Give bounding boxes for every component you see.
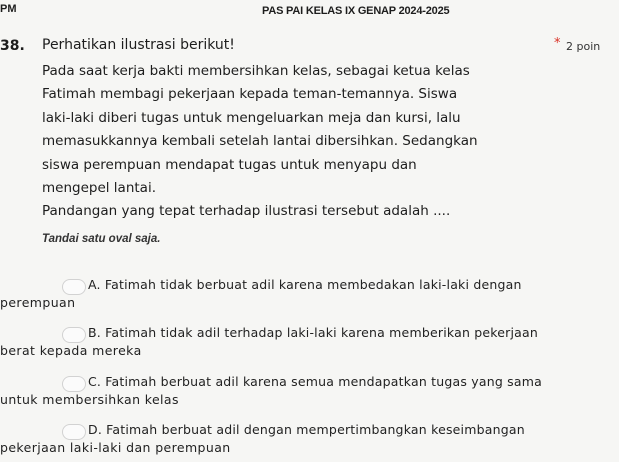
radio-oval-icon[interactable]: [62, 424, 86, 440]
radio-oval-icon[interactable]: [62, 279, 86, 295]
stem-line: mengepel lantai.: [42, 180, 156, 197]
document-title: PAS PAI KELAS IX GENAP 2024-2025: [262, 5, 450, 17]
option-b-label-line2: berat kepada mereka: [0, 343, 142, 358]
radio-oval-icon[interactable]: [62, 376, 86, 392]
option-c-label-line2: untuk membersihkan kelas: [0, 392, 179, 407]
stem-line: laki-laki diberi tugas untuk mengeluarkan meja dan kursi, lalu: [42, 109, 461, 126]
question-stem: [42, 60, 602, 224]
option-c-label-line1: C. Fatimah berbuat adil karena semua mendapatkan tugas yang sama: [88, 374, 542, 389]
option-d-label-line2: pekerjaan laki-laki dan perempuan: [0, 440, 231, 455]
stem-line: memasukkannya kembali setelah lantai dibersihkan. Sedangkan: [42, 133, 478, 150]
stem-line: Pada saat kerja bakti membersihkan kelas, sebagai ketua kelas: [42, 63, 470, 79]
option-a-label-line1: A. Fatimah tidak berbuat adil karena membedakan laki-laki dengan: [88, 277, 522, 292]
stem-line: Fatimah membagi pekerjaan kepada teman-temannya. Siswa: [42, 86, 458, 103]
radio-oval-icon[interactable]: [62, 327, 86, 343]
form-header: [0, 0, 619, 22]
required-asterisk-icon: *: [554, 36, 561, 51]
status-time: PM: [0, 3, 17, 15]
stem-line: Pandangan yang tepat terhadap ilustrasi tersebut adalah ....: [42, 203, 451, 220]
question-number: 38.: [0, 38, 25, 54]
stem-line: siswa perempuan mendapat tugas untuk menyapu dan: [42, 156, 417, 173]
option-a-label-line2: perempuan: [0, 295, 76, 310]
instruction-text: Tandai satu oval saja.: [42, 233, 161, 245]
option-b-label-line1: B. Fatimah tidak adil terhadap laki-laki karena memberikan pekerjaan: [88, 325, 539, 340]
option-d-label-line1: D. Fatimah berbuat adil dengan mempertimbangkan keseimbangan: [88, 422, 525, 437]
points-label: 2 poin: [566, 40, 601, 53]
question-title: Perhatikan ilustrasi berikut!: [42, 37, 235, 53]
